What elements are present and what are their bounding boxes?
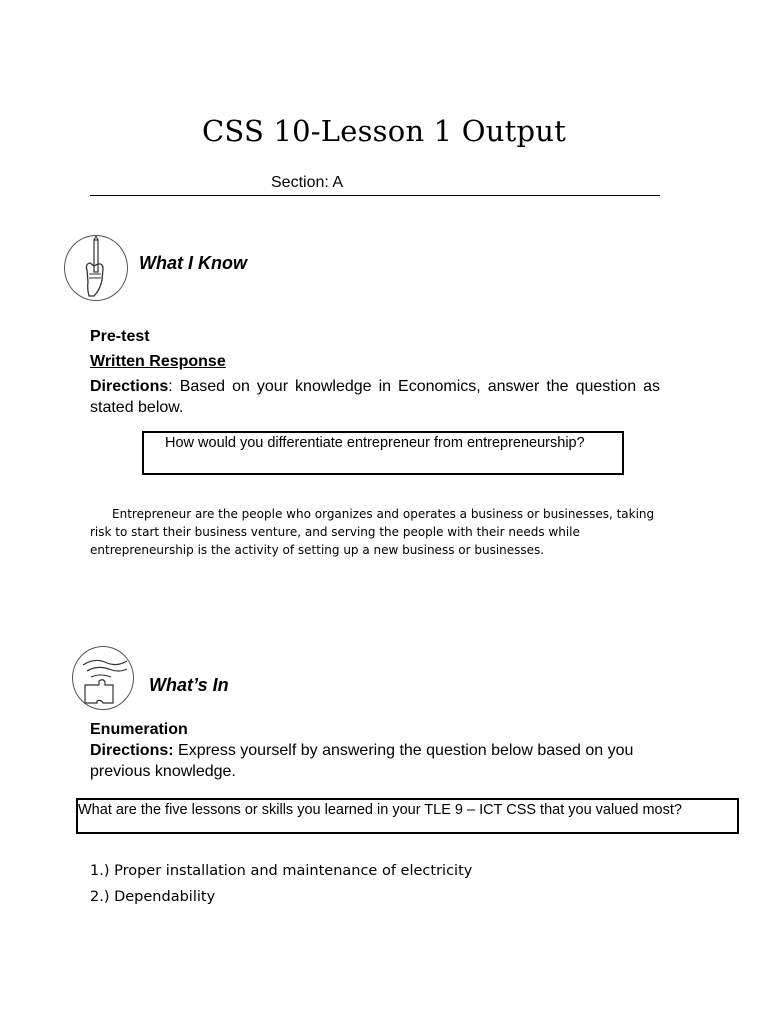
hand-holding-pencil-icon bbox=[64, 235, 128, 301]
directions-paragraph bbox=[90, 376, 660, 418]
question-box-2 bbox=[76, 798, 739, 834]
directions-label-2: Directions: bbox=[90, 742, 174, 759]
question-text: How would you differentiate entrepreneur from entrepreneurship? bbox=[165, 435, 585, 451]
directions-paragraph-2 bbox=[90, 740, 660, 782]
enumeration-label: Enumeration bbox=[90, 721, 188, 738]
directions-label: Directions bbox=[90, 378, 169, 395]
answer-paragraph: Entrepreneur are the people who organizes and operates a business or businesses, taking risk to start their business venture, and serving the people with their needs while entrepreneurship is the activity of setting up a new business or businesses. bbox=[90, 507, 655, 557]
list-item: 2.) Dependability bbox=[90, 889, 216, 905]
what-i-know-heading: What I Know bbox=[139, 253, 247, 273]
title-divider bbox=[90, 195, 660, 196]
list-item: 1.) Proper installation and maintenance of electricity bbox=[90, 863, 473, 879]
directions-text: : Based on your knowledge in Economics, answer the question as stated below. bbox=[90, 378, 660, 416]
page-title: CSS 10-Lesson 1 Output bbox=[202, 114, 566, 148]
question-box bbox=[142, 431, 624, 475]
whats-in-heading: What’s In bbox=[149, 675, 229, 695]
section-label: Section: A bbox=[271, 174, 344, 191]
directions-text-2: Express yourself by answering the question below based on you previous knowledge. bbox=[90, 742, 634, 780]
question-text-2: What are the five lessons or skills you learned in your TLE 9 – ICT CSS that you valued most? bbox=[78, 802, 682, 818]
pretest-label: Pre-test bbox=[90, 328, 150, 345]
hand-holding-puzzle-icon bbox=[72, 646, 134, 710]
written-response-label: Written Response bbox=[90, 353, 226, 370]
